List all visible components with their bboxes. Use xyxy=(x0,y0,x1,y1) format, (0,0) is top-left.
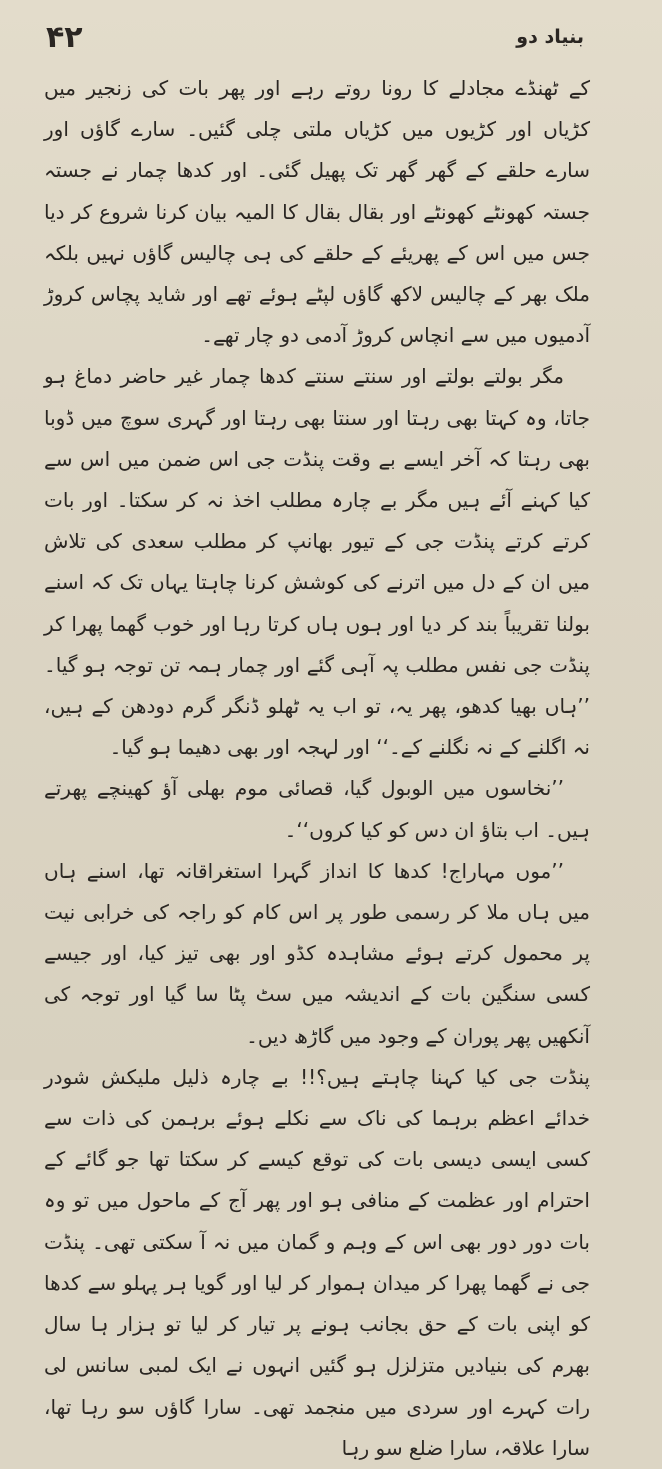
running-title: بنیاد دو xyxy=(516,26,584,48)
page-number: ۴۲ xyxy=(46,19,83,55)
page-header xyxy=(46,14,584,60)
paragraph-5: پنڈت جی کیا کہنا چاہتے ہیں؟!! بے چارہ ذلیل ملیکش شودر خدائے اعظم برہما کی ناک سے نکلے ہوئے برہمن کی ذات سے کسی ایسی دیسی بات کی توقع کیسے کر سکتا تھا جو گائے کے احترام اور عظمت کے منافی ہو اور پھر آج کے ماحول میں تو وہ بات دور دور بھی اس کے وہم و گمان میں نہ آ سکتی تھی۔ پنڈت جی نے گھما پھرا کر میدان ہموار کر لیا اور گویا ہر پہلو سے کدھا کو اپنی بات کے حق بجانب ہونے پر تیار کر لیا تو ہزار ہا سال بھرم کی بنیادیں متزلزل ہو گئیں انہوں نے ایک لمبی سانس لی رات کہرے اور سردی میں منجمد تھی۔ سارا گاؤں سو رہا تھا، سارا علاقہ، سارا ضلع سو رہا xyxy=(44,1064,590,1460)
paragraph-2: مگر بولتے بولتے اور سنتے سنتے کدھا چمار غیر حاضر دماغ ہو جاتا، وہ کہتا بھی رہتا اور سنتا بھی رہتا اور گہری سوچ میں ڈوبا بھی رہتا کہ آخر ایسے بے وقت پنڈت جی اس ضمن میں اس سے کیا کہنے آئے ہیں مگر بے چارہ مطلب اخذ نہ کر سکتا۔ اور بات کرتے کرتے پنڈت جی کے تیور بھانپ کر مطلب سعدی کی تلاش میں ان کے دل میں اترنے کی کوشش کرنا چاہتا یہاں تک کہ اسنے بولنا تقریباً بند کر دیا اور ہوں ہاں کرتا رہا اور خوب گھما پھرا کر پنڈت جی نفس مطلب پہ آہی گئے اور چمار ہمہ تن توجہ ہو گیا۔ ’’ہاں بھیا کدھو، پھر یہ، تو اب یہ ٹھلو ڈنگر گرم دودھن کے ہیں، نہ اگلنے کے نہ نگلنے کے۔‘‘ اور لہجہ اور بھی دھیما ہو گیا۔ xyxy=(44,364,590,760)
paragraph-3: ’’نخاسوں میں الوبول گیا، قصائی موم بھلی آؤ کھینچے پھرتے ہیں۔ اب بتاؤ ان دس کو کیا کروں‘‘۔ xyxy=(44,776,590,842)
body-text xyxy=(44,68,590,1469)
paragraph-4: ’’موں مہاراج! کدھا کا انداز گہرا استغراقانہ تھا، اسنے ہاں میں ہاں ملا کر رسمی طور پر اس کام کو راجہ کی خرابی نیت پر محمول کرتے ہوئے مشاہدہ کڈو اور بھی تیز کیا، اور جیسے کسی سنگین بات کے اندیشہ میں سٹ پٹا سا گیا اور توجہ کی آنکھیں پھر پوران کے وجود میں گاڑھ دیں۔ xyxy=(44,858,590,1048)
paragraph-1: کے ٹھنڈے مجادلے کا رونا روتے رہے اور پھر بات کی زنجیر میں کڑیاں اور کڑیوں میں کڑیاں ملتی چلی گئیں۔ سارے گاؤں اور سارے حلقے کے گھر گھر تک پھیل گئی۔ اور کدھا چمار نے جستہ جستہ کھونٹے کھونٹے اور بقال بقال کا المیہ بیان کرنا شروع کر دیا جس میں اس کے پھریئے کے حلقے کی ہی چالیس گاؤں نہیں بلکہ ملک بھر کے چالیس لاکھ گاؤں لپٹے ہوئے تھے اور شاید پچاس کروڑ آدمیوں میں سے انچاس کروڑ آدمی دو چار تھے۔ xyxy=(44,76,590,348)
